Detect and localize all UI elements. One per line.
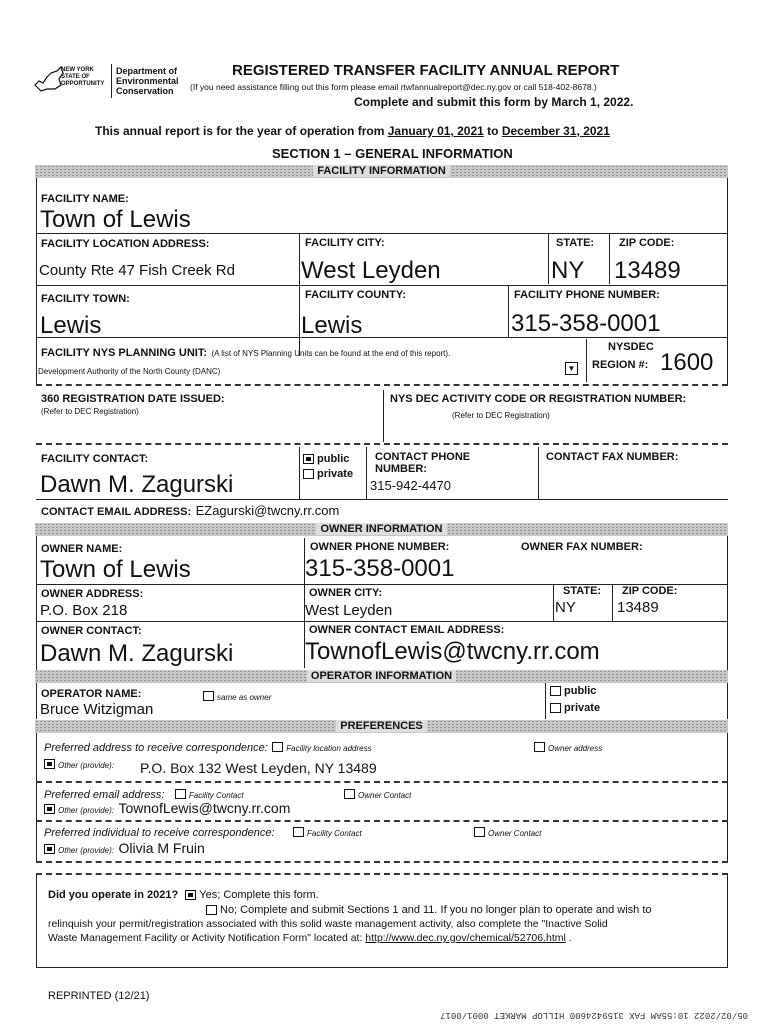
operate-no-check-icon [206,905,217,915]
owner-email-field[interactable]: TownofLewis@twcny.rr.com [305,638,600,665]
contact-public-checkbox[interactable]: public [303,453,349,465]
owner-contact-check-icon [344,789,355,799]
owner-name-field[interactable]: Town of Lewis [40,556,191,583]
pref-individual-other-field[interactable]: Olivia M Fruin [118,840,205,856]
owner-zip-label: ZIP CODE: [622,585,678,597]
facility-state-label: STATE: [556,237,595,249]
owner-contact-field[interactable]: Dawn M. Zagurski [40,640,234,667]
owner-state-label: STATE: [563,585,602,597]
facility-county-field[interactable]: Lewis [301,312,363,339]
operate-yes-check-icon [185,890,196,900]
pref-facility-contact-checkbox[interactable]: Facility Contact [175,785,244,802]
facility-phone-label: FACILITY PHONE NUMBER: [514,289,660,301]
public-check-icon [303,454,314,464]
pref-indiv-facility-checkbox[interactable]: Facility Contact [293,823,362,840]
owner-address-field[interactable]: P.O. Box 218 [40,602,128,619]
registration-date-label: 360 REGISTRATION DATE ISSUED: [41,393,225,405]
contact-private-checkbox[interactable]: private [303,468,353,480]
owner-city-label: OWNER CITY: [309,587,383,599]
facility-info-band: FACILITY INFORMATION [35,165,728,178]
contact-email-field[interactable]: EZagurski@twcny.rr.com [195,503,340,518]
contact-fax-label: CONTACT FAX NUMBER: [546,451,679,463]
region-label-1: NYSDEC [608,341,654,353]
facility-contact-field[interactable]: Dawn M. Zagurski [40,471,234,498]
operator-name-field[interactable]: Bruce Witzigman [40,701,154,718]
activity-code-label: NYS DEC ACTIVITY CODE OR REGISTRATION NUMBER: [390,393,687,405]
individual-other-check-icon [44,844,55,854]
pref-individual-other-row [44,840,205,858]
facility-contact-check-icon [175,789,186,799]
operator-public-checkbox[interactable]: public [550,685,596,697]
contact-email-label: CONTACT EMAIL ADDRESS: [41,506,192,518]
pref-email-other-field[interactable]: TownofLewis@twcny.rr.com [118,800,291,816]
owner-name-label: OWNER NAME: [41,543,123,555]
operate-yes-checkbox[interactable]: Yes; Complete this form. [185,889,318,901]
pref-indiv-owner-checkbox[interactable]: Owner Contact [474,823,541,841]
operator-info-band: OPERATOR INFORMATION [35,670,728,683]
pref-address-other-checkbox[interactable]: Other (provide): [44,755,114,773]
facility-city-label: FACILITY CITY: [305,237,385,249]
indiv-owner-check-icon [474,827,485,837]
facility-town-field[interactable]: Lewis [40,312,102,339]
planning-unit-note: (A list of NYS Planning Units can be found at the end of this report). [211,349,451,358]
pref-individual-question: Preferred individual to receive correspondence: [44,827,275,839]
owner-phone-field[interactable]: 315-358-0001 [305,555,455,582]
owner-address-check-icon [534,742,545,752]
pref-email-other-checkbox[interactable]: Other (provide): [44,800,114,817]
owner-info-band: OWNER INFORMATION [35,523,728,536]
pref-facility-address-checkbox[interactable]: Facility location address [272,738,371,755]
year-to: December 31, 2021 [501,124,610,138]
contact-phone-field[interactable]: 315-942-4470 [370,478,451,493]
assistance-note: (If you need assistance filling out this form please email rtwfannualreport@dec.ny.gov or call 518-402-8678.) [190,82,597,92]
dept-name [116,66,179,96]
year-prefix: This annual report is for the year of operation from [95,124,385,138]
planning-unit-row [41,343,450,361]
operate-question: Did you operate in 2021? [48,889,179,901]
owner-city-field[interactable]: West Leyden [305,602,393,619]
planning-unit-value[interactable]: Development Authority of the North County (DANC) [38,367,221,376]
region-field[interactable]: 1600 [660,349,714,376]
private-check-icon [303,469,314,479]
same-as-owner-checkbox[interactable]: same as owner [203,687,271,705]
pref-individual-other-checkbox[interactable]: Other (provide): [44,840,114,857]
email-other-check-icon [44,804,55,814]
pref-address-other-field[interactable]: P.O. Box 132 West Leyden, NY 13489 [140,760,377,776]
owner-contact-label: OWNER CONTACT: [41,625,142,637]
year-from: January 01, 2021 [387,124,484,138]
owner-fax-label: OWNER FAX NUMBER: [521,541,643,553]
region-dropdown-icon[interactable]: ▼ [565,362,578,375]
operate-no-line3: Waste Management Facility or Activity Notification Form" located at: http://www.dec.ny.gov/chemical/52706.html . [48,932,572,944]
indiv-facility-check-icon [293,827,304,837]
preferences-band: PREFERENCES [35,720,728,733]
facility-town-label: FACILITY TOWN: [41,293,130,305]
operator-public-check-icon [550,686,561,696]
report-title: REGISTERED TRANSFER FACILITY ANNUAL REPORT [232,62,620,79]
inactive-form-link[interactable]: http://www.dec.ny.gov/chemical/52706.html [365,932,566,944]
pref-email-other-row [44,800,290,818]
operate-no-line2: relinquish your permit/registration associated with this solid waste management activity, also complete the "Inactive Solid [48,918,608,930]
operator-private-checkbox[interactable]: private [550,702,600,714]
address-other-check-icon [44,759,55,769]
fax-header-line: 05/02/2022 10:55AM FAX 3159424600 HILLOP MARKET 0001/0017 [440,1010,748,1020]
facility-address-label: FACILITY LOCATION ADDRESS: [41,238,210,250]
facility-address-check-icon [272,742,283,752]
facility-zip-field[interactable]: 13489 [614,257,681,284]
dept-line-3: Conservation [116,86,174,96]
registration-date-note: (Refer to DEC Registration) [41,407,139,416]
pref-address-question: Preferred address to receive correspondence: [44,742,268,754]
pref-owner-address-checkbox[interactable]: Owner address [534,738,602,756]
operate-question-row [48,889,319,901]
dept-line-1: Department of [116,66,178,76]
owner-address-label: OWNER ADDRESS: [41,588,144,600]
facility-contact-label: FACILITY CONTACT: [41,453,149,465]
pref-owner-contact-checkbox[interactable]: Owner Contact [344,785,411,803]
dept-line-2: Environmental [116,76,179,86]
submit-deadline: Complete and submit this form by March 1, 2022. [354,95,634,109]
facility-phone-field[interactable]: 315-358-0001 [511,310,661,337]
activity-code-note: (Refer to DEC Registration) [452,411,550,420]
nys-logo [33,63,105,95]
report-year-line [95,124,610,138]
contact-phone-label: CONTACT PHONE NUMBER: [375,451,471,475]
operator-private-check-icon [550,703,561,713]
facility-county-label: FACILITY COUNTY: [305,289,407,301]
owner-email-label: OWNER CONTACT EMAIL ADDRESS: [309,624,505,636]
facility-address-field[interactable]: County Rte 47 Fish Creek Rd [39,262,235,279]
year-to-word: to [487,124,499,138]
facility-zip-label: ZIP CODE: [619,237,675,249]
contact-email-row [41,502,339,520]
operator-name-label: OPERATOR NAME: [41,688,142,700]
logo-text: NEW YORK STATE OF OPPORTUNITY [61,67,105,87]
facility-name-label: FACILITY NAME: [41,193,129,205]
owner-state-field[interactable]: NY [555,599,576,616]
owner-phone-label: OWNER PHONE NUMBER: [310,541,450,553]
facility-state-field[interactable]: NY [551,257,585,284]
reprinted-note: REPRINTED (12/21) [48,990,150,1002]
planning-unit-label: FACILITY NYS PLANNING UNIT: [41,347,208,359]
pref-email-question: Preferred email address: [44,789,165,801]
pref-individual-row [44,823,362,841]
facility-name-field[interactable]: Town of Lewis [40,206,191,233]
section-title: SECTION 1 – GENERAL INFORMATION [272,146,513,161]
owner-zip-field[interactable]: 13489 [617,599,659,616]
region-label-2: REGION #: [592,359,649,371]
facility-city-field[interactable]: West Leyden [301,257,441,284]
pref-address-row [44,738,372,756]
operate-no-checkbox[interactable]: No; Complete and submit Sections 1 and 11. If you no longer plan to operate and wish to [206,904,652,916]
same-as-owner-check-icon [203,691,214,701]
